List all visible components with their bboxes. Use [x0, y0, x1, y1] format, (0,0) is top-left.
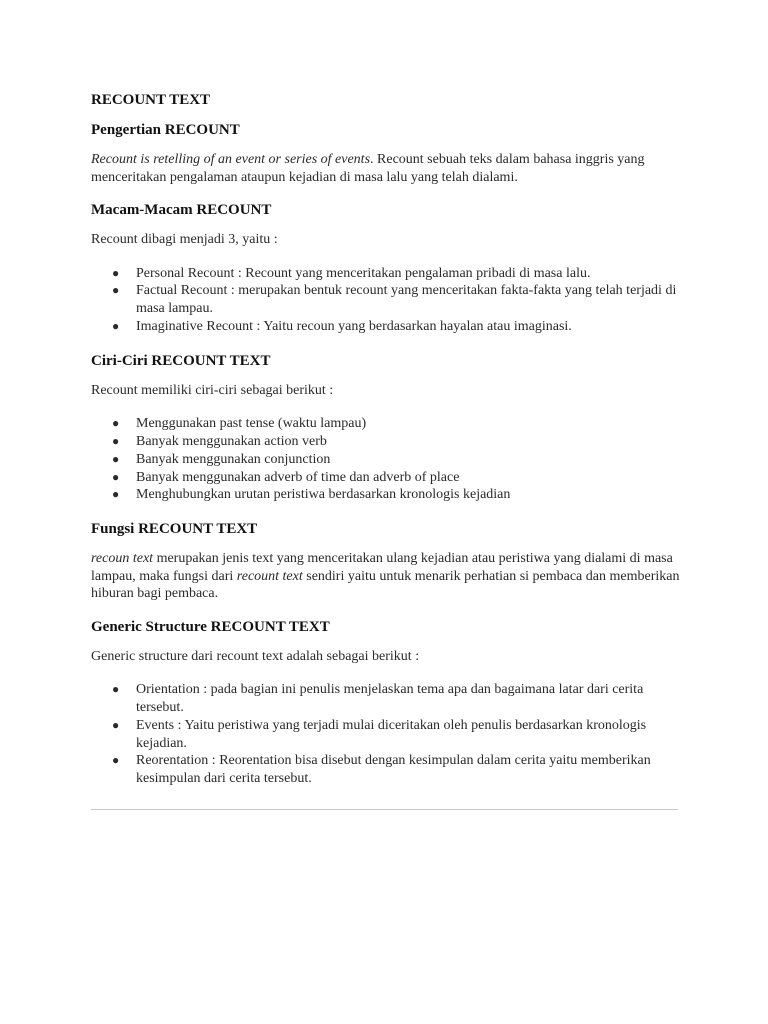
- list-item: ● Reorentation : Reorentation bisa disebut dengan kesimpulan dalam cerita yaitu memberikan kesimpulan dari cerita tersebut.: [112, 753, 651, 787]
- paragraph-pengertian: [91, 151, 681, 186]
- document-page: [91, 92, 681, 805]
- section-heading-generic: Generic Structure RECOUNT TEXT: [91, 618, 330, 635]
- section-generic: [91, 619, 681, 788]
- section-pengertian: [91, 122, 681, 186]
- section-heading-ciri: Ciri-Ciri RECOUNT TEXT: [91, 352, 271, 369]
- bullet-icon: ●: [112, 487, 120, 502]
- bullet-icon: ●: [112, 753, 120, 768]
- bullet-icon: ●: [112, 416, 120, 431]
- bullet-icon: ●: [112, 265, 120, 280]
- page-divider: [91, 809, 678, 810]
- bullet-icon: ●: [112, 451, 120, 466]
- paragraph-generic-intro: Generic structure dari recount text adalah sebagai berikut :: [91, 648, 420, 664]
- italic-term: recount text: [236, 568, 303, 584]
- list-item: ● Banyak menggunakan adverb of time dan adverb of place: [112, 469, 460, 485]
- section-fungsi: [91, 521, 681, 603]
- paragraph-fungsi: recoun text merupakan jenis text yang menceritakan ulang kejadian atau peristiwa yang dialami di masa lampau, maka fungsi dari recount text sendiri yaitu untuk menarik perhatian si pembaca dan memberikan hiburan bagi pembaca.: [91, 551, 680, 602]
- document-title: RECOUNT TEXT: [91, 92, 211, 108]
- list-item: ● Imaginative Recount : Yaitu recoun yang berdasarkan hayalan atau imaginasi.: [112, 318, 572, 334]
- list-item: ● Menghubungkan urutan peristiwa berdasarkan kronologis kejadian: [112, 487, 511, 503]
- list-item: ● Banyak menggunakan conjunction: [112, 451, 331, 467]
- section-heading-pengertian: Pengertian RECOUNT: [91, 122, 240, 138]
- section-heading-fungsi: Fungsi RECOUNT TEXT: [91, 521, 258, 538]
- italic-definition: Recount is retelling of an event or series of events: [91, 152, 371, 167]
- list-ciri: [91, 415, 681, 504]
- list-item: ● Factual Recount : merupakan bentuk recount yang menceritakan fakta-fakta yang telah terjadi di masa lampau.: [112, 283, 677, 317]
- section-macam: [91, 202, 681, 336]
- list-item: ● Events : Yaitu peristiwa yang terjadi mulai diceritakan oleh penulis berdasarkan kronologis kejadian.: [112, 717, 647, 751]
- list-item: ● Personal Recount : Recount yang menceritakan pengalaman pribadi di masa lalu.: [112, 265, 591, 281]
- list-macam: [91, 265, 681, 336]
- section-heading-macam: Macam-Macam RECOUNT: [91, 202, 272, 218]
- definition-text: . Recount sebuah teks dalam bahasa inggris yang menceritakan pengalaman ataupun kejadian di masa lalu yang telah dialami.: [91, 152, 645, 185]
- bullet-icon: ●: [112, 283, 120, 298]
- bullet-icon: ●: [112, 682, 120, 697]
- list-item: ● Orientation : pada bagian ini penulis menjelaskan tema apa dan bagaimana latar dari cerita tersebut.: [112, 682, 644, 715]
- list-item: ● Menggunakan past tense (waktu lampau): [112, 416, 367, 432]
- list-item: ● Banyak menggunakan action verb: [112, 433, 327, 449]
- paragraph-ciri-intro: Recount memiliki ciri-ciri sebagai berikut :: [91, 382, 334, 398]
- section-ciri: [91, 353, 681, 504]
- bullet-icon: ●: [112, 433, 120, 448]
- bullet-icon: ●: [112, 469, 120, 484]
- paragraph-macam-intro: Recount dibagi menjadi 3, yaitu :: [91, 232, 278, 247]
- list-generic: [91, 681, 681, 788]
- bullet-icon: ●: [112, 717, 120, 732]
- italic-term: recoun text: [91, 551, 154, 567]
- bullet-icon: ●: [112, 318, 120, 333]
